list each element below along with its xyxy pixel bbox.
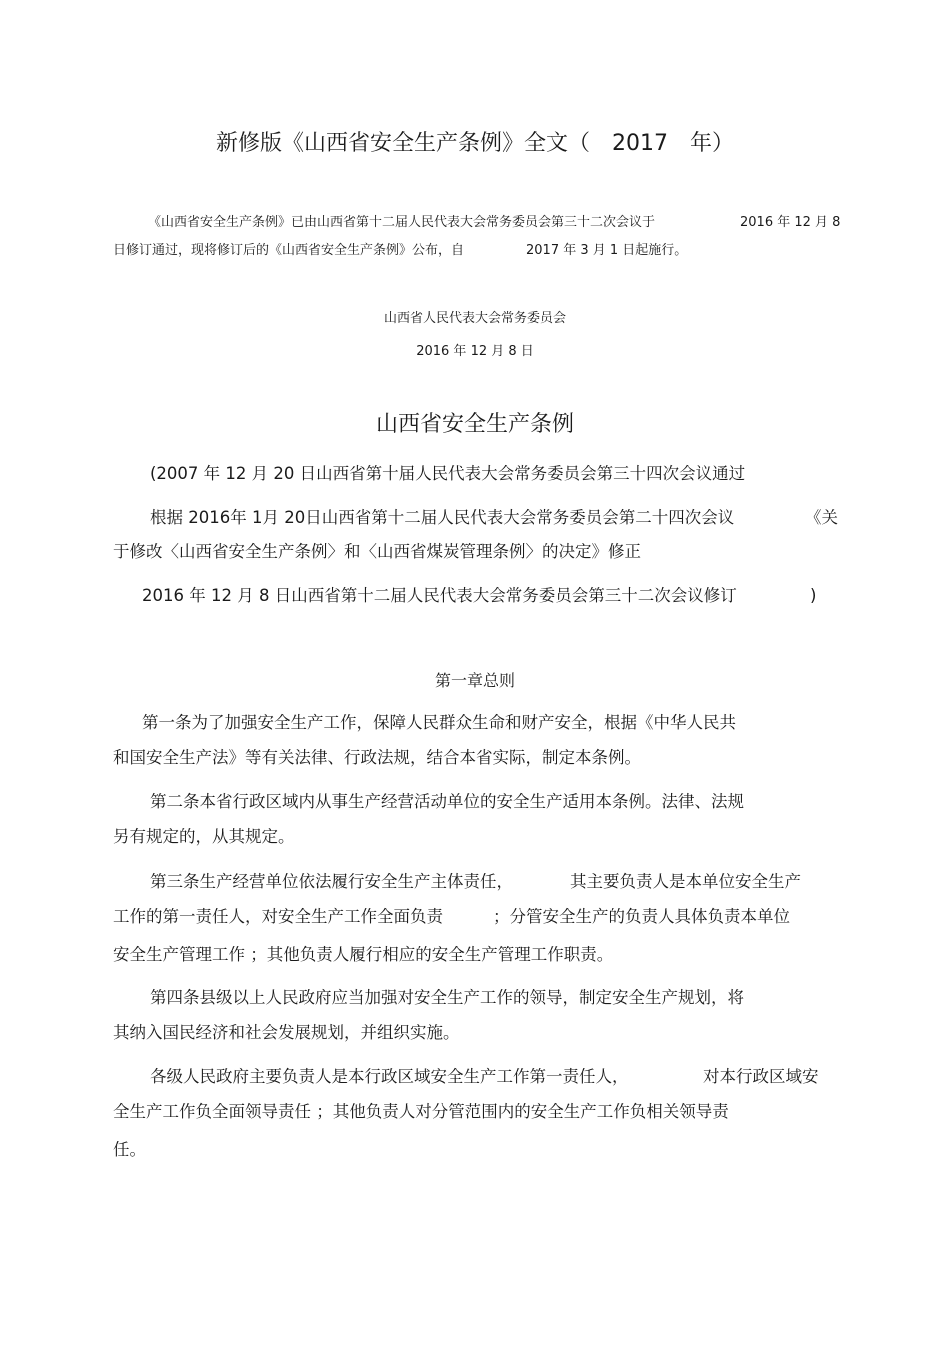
chapter-title: 第一章总则 — [434, 671, 515, 690]
history-line-2: 根据 2016年 1月 20日山西省第十二届人民代表大会常务委员会第二十四次会议 — [150, 508, 735, 527]
issue-date: 2016 年 12 月 8 日 — [416, 344, 534, 359]
history-line-2-tail: 《关 — [805, 508, 838, 527]
history-line-4-tail: ) — [810, 586, 817, 605]
issuer-name: 山西省人民代表大会常务委员会 — [383, 311, 566, 326]
article-4-line-2: 其纳入国民经济和社会发展规划，并组织实施。 — [113, 1023, 460, 1042]
article-1-line-1: 第一条为了加强安全生产工作，保障人民群众生命和财产安全，根据《中华人民共 — [142, 713, 736, 732]
article-3-line-1-tail: 其主要负责人是本单位安全生产 — [570, 872, 801, 891]
regulation-title: 山西省安全生产条例 — [375, 412, 574, 437]
article-4-line-1: 第四条县级以上人民政府应当加强对安全生产工作的领导，制定安全生产规划，将 — [150, 988, 744, 1007]
article-2-line-2: 另有规定的，从其规定。 — [113, 827, 295, 846]
announcement-date: 2016 年 12 月 8 — [740, 215, 841, 230]
article-3-line-3: 安全生产管理工作 ；其他负责人履行相应的安全生产管理工作职责。 — [113, 945, 614, 964]
article-4-para-2-line-2: 全生产工作负全面领导责任 ；其他负责人对分管范围内的安全生产工作负相关领导责 — [113, 1102, 729, 1121]
announcement-effective-date: 2017 年 3 月 1 日起施行。 — [526, 243, 688, 258]
article-3-line-2: 工作的第一责任人，对安全生产工作全面负责 — [113, 907, 443, 926]
article-1-line-2: 和国安全生产法》等有关法律、行政法规，结合本省实际，制定本条例。 — [113, 748, 641, 767]
article-4-para-2-line-1: 各级人民政府主要负责人是本行政区域安全生产工作第一责任人， — [150, 1067, 629, 1086]
history-line-4: 2016 年 12 月 8 日山西省第十二届人民代表大会常务委员会第三十二次会议修订 — [142, 586, 737, 605]
history-line-1: (2007 年 12 月 20 日山西省第十届人民代表大会常务委员会第三十四次会议通过 — [150, 464, 746, 483]
article-4-para-2-line-3: 任。 — [113, 1140, 146, 1159]
article-2-line-1: 第二条本省行政区域内从事生产经营活动单位的安全生产适用本条例。法律、法规 — [150, 792, 744, 811]
history-line-3: 于修改〈山西省安全生产条例〉和〈山西省煤炭管理条例〉的决定》修正 — [113, 542, 641, 561]
article-4-para-2-line-1-tail: 对本行政区域安 — [703, 1067, 819, 1086]
document-title: 新修版《山西省安全生产条例》全文（ 2017 年） — [216, 131, 734, 156]
announcement-line-2: 日修订通过，现将修订后的《山西省安全生产条例》公布，自 — [113, 243, 465, 258]
article-3-line-1: 第三条生产经营单位依法履行安全生产主体责任， — [150, 872, 513, 891]
announcement-line-1: 《山西省安全生产条例》已由山西省第十二届人民代表大会常务委员会第三十二次会议于 — [148, 215, 656, 230]
article-3-line-2-tail: ；分管安全生产的负责人具体负责本单位 — [493, 907, 790, 926]
